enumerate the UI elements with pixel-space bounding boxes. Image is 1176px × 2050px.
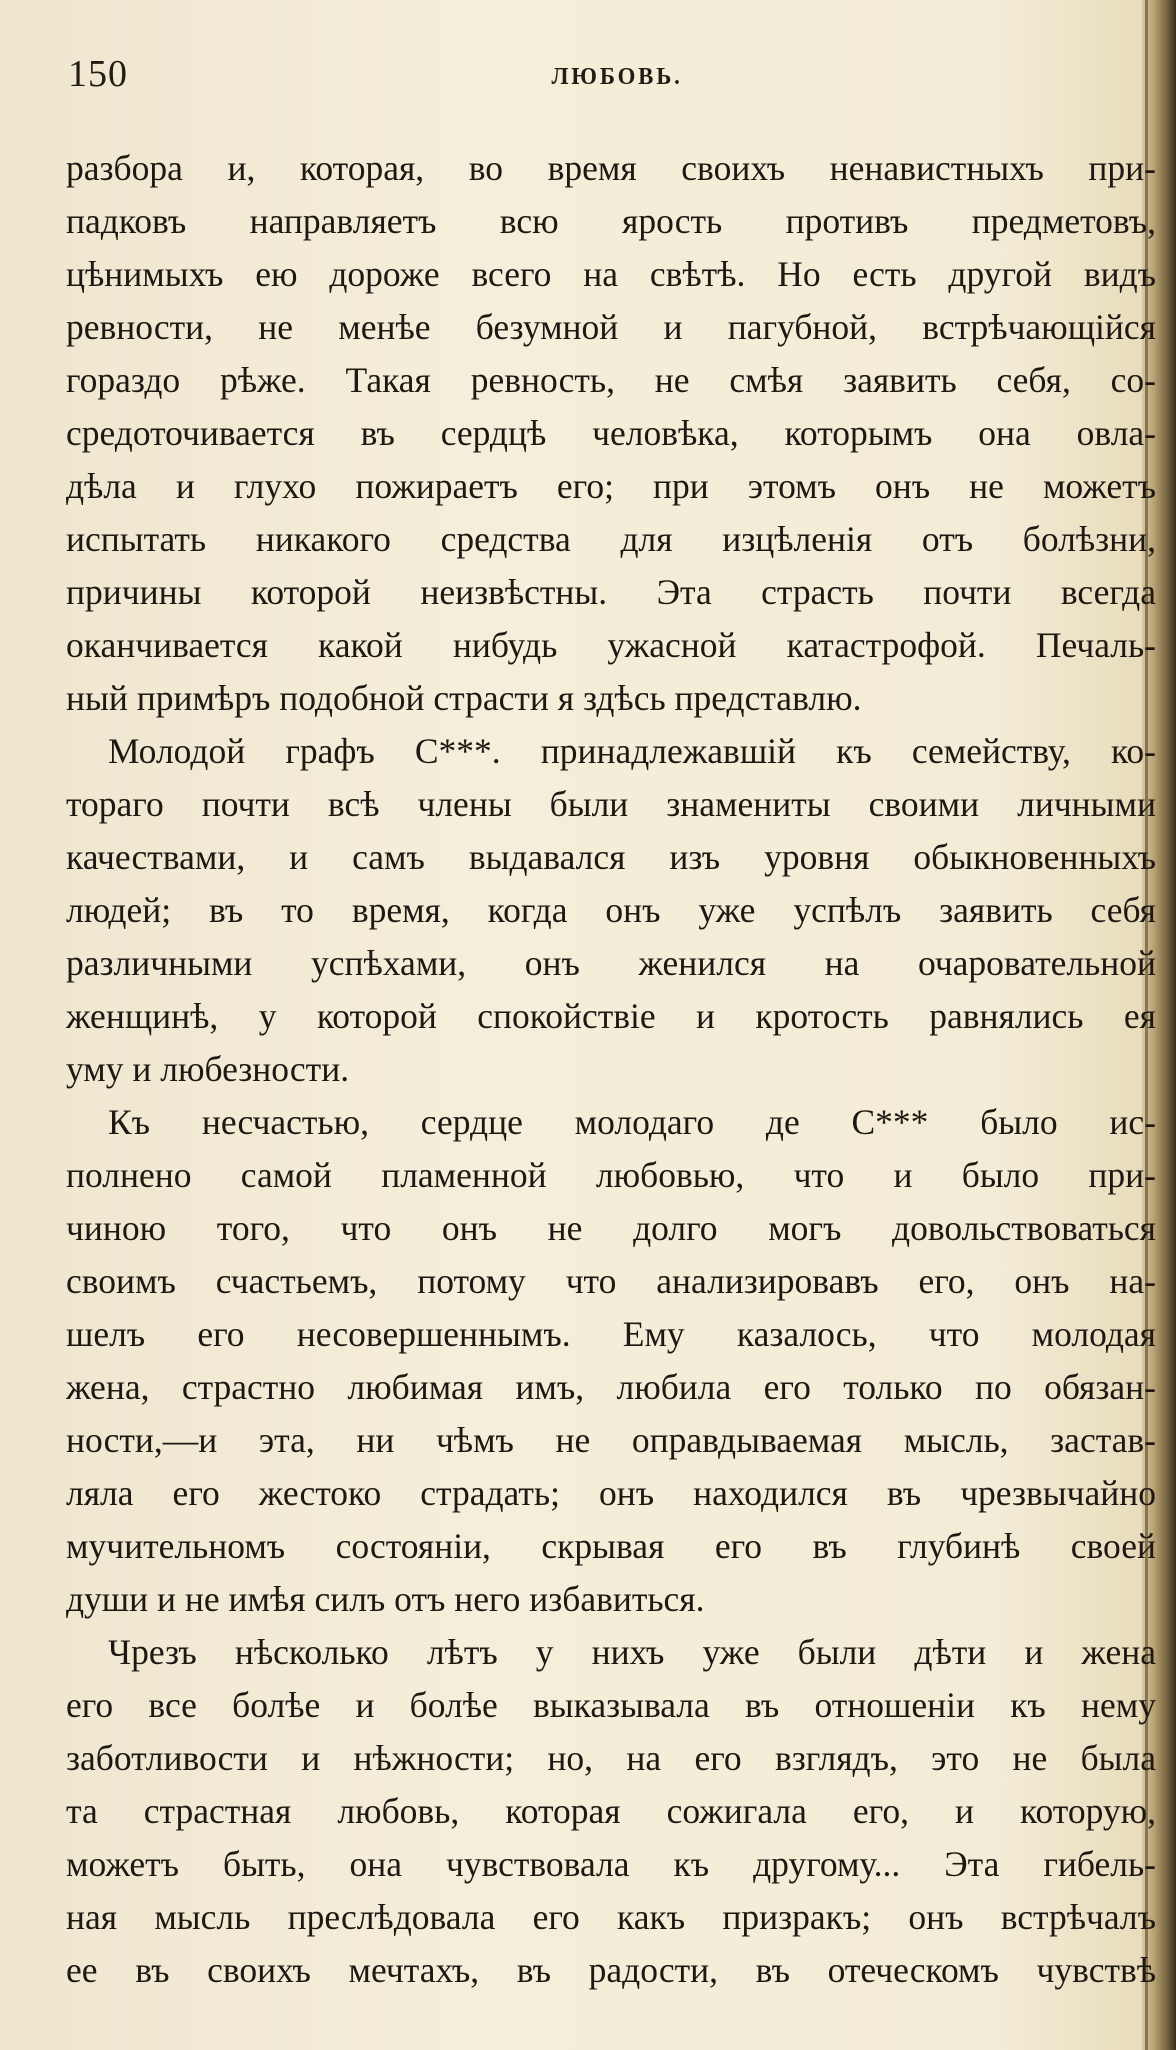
text-line: качествами, и самъ выдавался изъ уровня обыкновенныхъ — [66, 837, 1156, 877]
text-line: оканчивается какой нибудь ужасной катастрофой. Печаль- — [66, 625, 1156, 665]
text-line: тораго почти всѣ члены были знамениты своими личными — [66, 784, 1156, 824]
text-line: женщинѣ, у которой спокойствіе и кротость равнялись ея — [66, 996, 1156, 1036]
text-line: уму и любезности. — [66, 1049, 350, 1089]
text-line: его все болѣе и болѣе выказывала въ отношеніи къ нему — [66, 1685, 1156, 1725]
text-line: разбора и, которая, во время своихъ ненавистныхъ при- — [66, 148, 1156, 188]
text-line: своимъ счастьемъ, потому что анализировавъ его, онъ на- — [66, 1261, 1156, 1301]
text-line: гораздо рѣже. Такая ревность, не смѣя заявить себя, со- — [66, 360, 1156, 400]
paragraph-3 — [66, 1096, 1156, 1626]
text-line: средоточивается въ сердцѣ человѣка, которымъ она овла- — [66, 413, 1156, 453]
text-line: ности,—и эта, ни чѣмъ не оправдываемая мысль, застав- — [66, 1420, 1156, 1460]
text-line: Чрезъ нѣсколько лѣтъ у нихъ уже были дѣти и жена — [108, 1632, 1156, 1672]
text-line: дѣла и глухо пожираетъ его; при этомъ онъ не можетъ — [66, 466, 1156, 506]
text-line: ревности, не менѣе безумной и пагубной, встрѣчающійся — [66, 307, 1156, 347]
text-line: шелъ его несовершеннымъ. Ему казалось, что молодая — [66, 1314, 1156, 1354]
text-line: Къ несчастью, сердце молодаго де С*** было ис- — [108, 1102, 1156, 1142]
text-line: Молодой графъ С***. принадлежавшій къ семейству, ко- — [108, 731, 1156, 771]
text-line: полнено самой пламенной любовью, что и было при- — [66, 1155, 1156, 1195]
text-line: заботливости и нѣжности; но, на его взглядъ, это не была — [66, 1738, 1156, 1778]
paragraph-1 — [66, 142, 1156, 725]
text-line: причины которой неизвѣстны. Эта страсть почти всегда — [66, 572, 1156, 612]
text-line: можетъ быть, она чувствовала къ другому... Эта гибель- — [66, 1844, 1156, 1884]
text-line: испытать никакого средства для изцѣленія отъ болѣзни, — [66, 519, 1156, 559]
paragraph-2 — [66, 725, 1156, 1096]
text-line: падковъ направляетъ всю ярость противъ предметовъ, — [66, 201, 1156, 241]
text-line: ляла его жестоко страдать; онъ находился въ чрезвычайно — [66, 1473, 1156, 1513]
text-line: ная мысль преслѣдовала его какъ призракъ; онъ встрѣчалъ — [66, 1897, 1156, 1937]
text-line: мучительномъ состояніи, скрывая его въ глубинѣ своей — [66, 1526, 1156, 1566]
text-line: души и не имѣя силъ отъ него избавиться. — [66, 1579, 705, 1619]
paragraph-4 — [66, 1626, 1156, 1997]
text-line: ный примѣръ подобной страсти я здѣсь представлю. — [66, 678, 862, 718]
running-head: ЛЮБОВЬ. — [551, 64, 683, 90]
text-line: та страстная любовь, которая сожигала его, и которую, — [66, 1791, 1156, 1831]
text-line: цѣнимыхъ ею дороже всего на свѣтѣ. Но есть другой видъ — [66, 254, 1156, 294]
text-line: чиною того, что онъ не долго могъ довольствоваться — [66, 1208, 1156, 1248]
text-line: различными успѣхами, онъ женился на очаровательной — [66, 943, 1156, 983]
body-text — [66, 142, 1156, 1997]
page-number: 150 — [68, 53, 128, 95]
page-header — [68, 52, 1108, 112]
text-line: ее въ своихъ мечтахъ, въ радости, въ отеческомъ чувствѣ — [66, 1950, 1156, 1990]
text-line: жена, страстно любимая имъ, любила его только по обязан- — [66, 1367, 1156, 1407]
text-line: людей; въ то время, когда онъ уже успѣлъ заявить себя — [66, 890, 1156, 930]
